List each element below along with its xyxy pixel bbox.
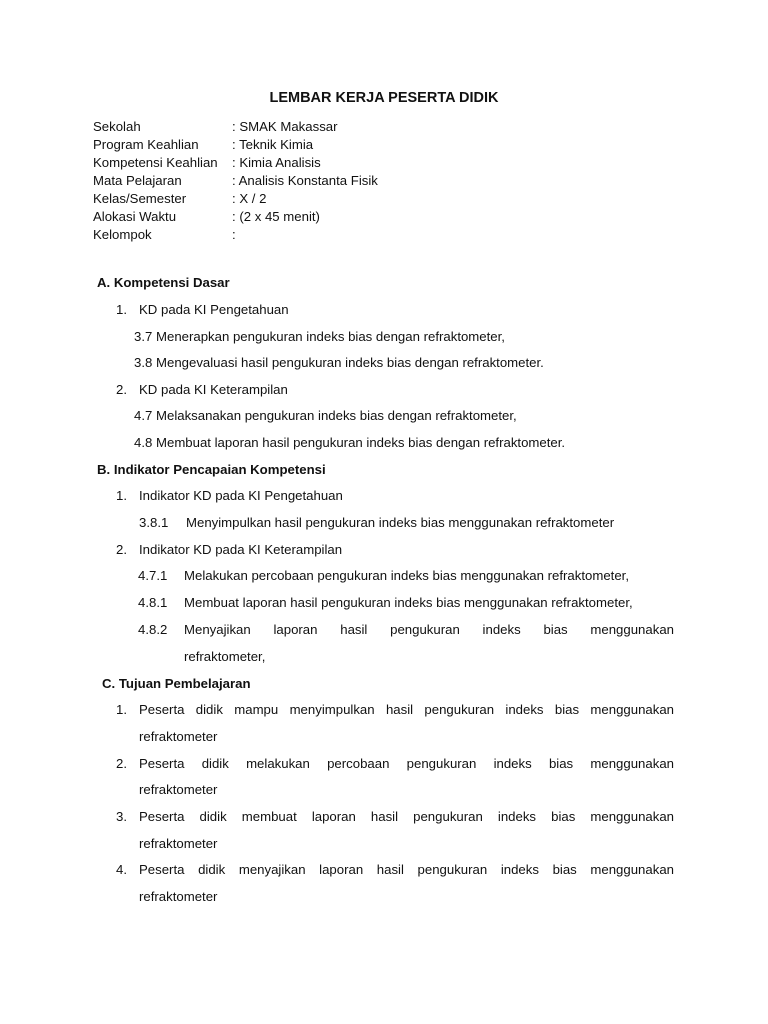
objective-text: Peserta didik melakukan percobaan pengukuran indeks bias menggunakan — [139, 756, 674, 771]
list-item: KD pada KI Keterampilan — [139, 382, 288, 397]
document-title: LEMBAR KERJA PESERTA DIDIK — [269, 90, 499, 106]
identity-label: Kompetensi Keahlian — [93, 155, 218, 170]
indicator-text-continued: refraktometer, — [184, 649, 266, 664]
list-number: 1. — [116, 488, 127, 503]
indicator-text: Menyajikan laporan hasil pengukuran indeks bias menggunakan — [184, 622, 674, 637]
identity-label: Kelompok — [93, 227, 152, 242]
kd-item: 3.8 Mengevaluasi hasil pengukuran indeks bias dengan refraktometer. — [134, 355, 544, 370]
list-number: 1. — [116, 302, 127, 317]
identity-value: : X / 2 — [232, 191, 267, 206]
objective-text-continued: refraktometer — [139, 889, 218, 904]
section-b-heading: B. Indikator Pencapaian Kompetensi — [97, 462, 326, 477]
kd-item: 4.8 Membuat laporan hasil pengukuran indeks bias dengan refraktometer. — [134, 435, 566, 450]
objective-text: Peserta didik menyajikan laporan hasil pengukuran indeks bias menggunakan — [139, 862, 674, 877]
kd-item: 4.7 Melaksanakan pengukuran indeks bias dengan refraktometer, — [134, 408, 517, 423]
indicator-number: 3.8.1 — [139, 515, 169, 530]
kd-item: 3.7 Menerapkan pengukuran indeks bias dengan refraktometer, — [134, 329, 505, 344]
identity-value: : (2 x 45 menit) — [232, 209, 320, 224]
list-number: 3. — [116, 809, 127, 824]
indicator-number: 4.8.1 — [138, 595, 168, 610]
list-item: Indikator KD pada KI Pengetahuan — [139, 488, 343, 503]
list-number: 2. — [116, 382, 127, 397]
identity-value: : SMAK Makassar — [232, 119, 338, 134]
identity-label: Kelas/Semester — [93, 191, 187, 206]
list-item: Indikator KD pada KI Keterampilan — [139, 542, 343, 557]
identity-value: : — [232, 227, 236, 242]
indicator-text: Melakukan percobaan pengukuran indeks bias menggunakan refraktometer, — [184, 568, 629, 583]
identity-value: : Analisis Konstanta Fisik — [232, 173, 378, 188]
objective-text-continued: refraktometer — [139, 729, 218, 744]
objective-text: Peserta didik membuat laporan hasil pengukuran indeks bias menggunakan — [139, 809, 674, 824]
objective-text-continued: refraktometer — [139, 836, 218, 851]
section-a-heading: A. Kompetensi Dasar — [97, 275, 230, 290]
indicator-text: Membuat laporan hasil pengukuran indeks bias menggunakan refraktometer, — [184, 595, 633, 610]
indicator-text: Menyimpulkan hasil pengukuran indeks bias menggunakan refraktometer — [186, 515, 615, 530]
list-number: 2. — [116, 542, 127, 557]
indicator-number: 4.8.2 — [138, 622, 168, 637]
identity-label: Mata Pelajaran — [93, 173, 182, 188]
list-number: 1. — [116, 702, 127, 717]
identity-label: Program Keahlian — [93, 137, 199, 152]
identity-value: : Teknik Kimia — [232, 137, 314, 152]
objective-text: Peserta didik mampu menyimpulkan hasil pengukuran indeks bias menggunakan — [139, 702, 674, 717]
list-number: 4. — [116, 862, 127, 877]
section-c-heading: C. Tujuan Pembelajaran — [102, 676, 251, 691]
identity-label: Sekolah — [93, 119, 141, 134]
objective-text-continued: refraktometer — [139, 782, 218, 797]
list-item: KD pada KI Pengetahuan — [139, 302, 289, 317]
identity-label: Alokasi Waktu — [93, 209, 177, 224]
list-number: 2. — [116, 756, 127, 771]
identity-value: : Kimia Analisis — [232, 155, 321, 170]
indicator-number: 4.7.1 — [138, 568, 168, 583]
